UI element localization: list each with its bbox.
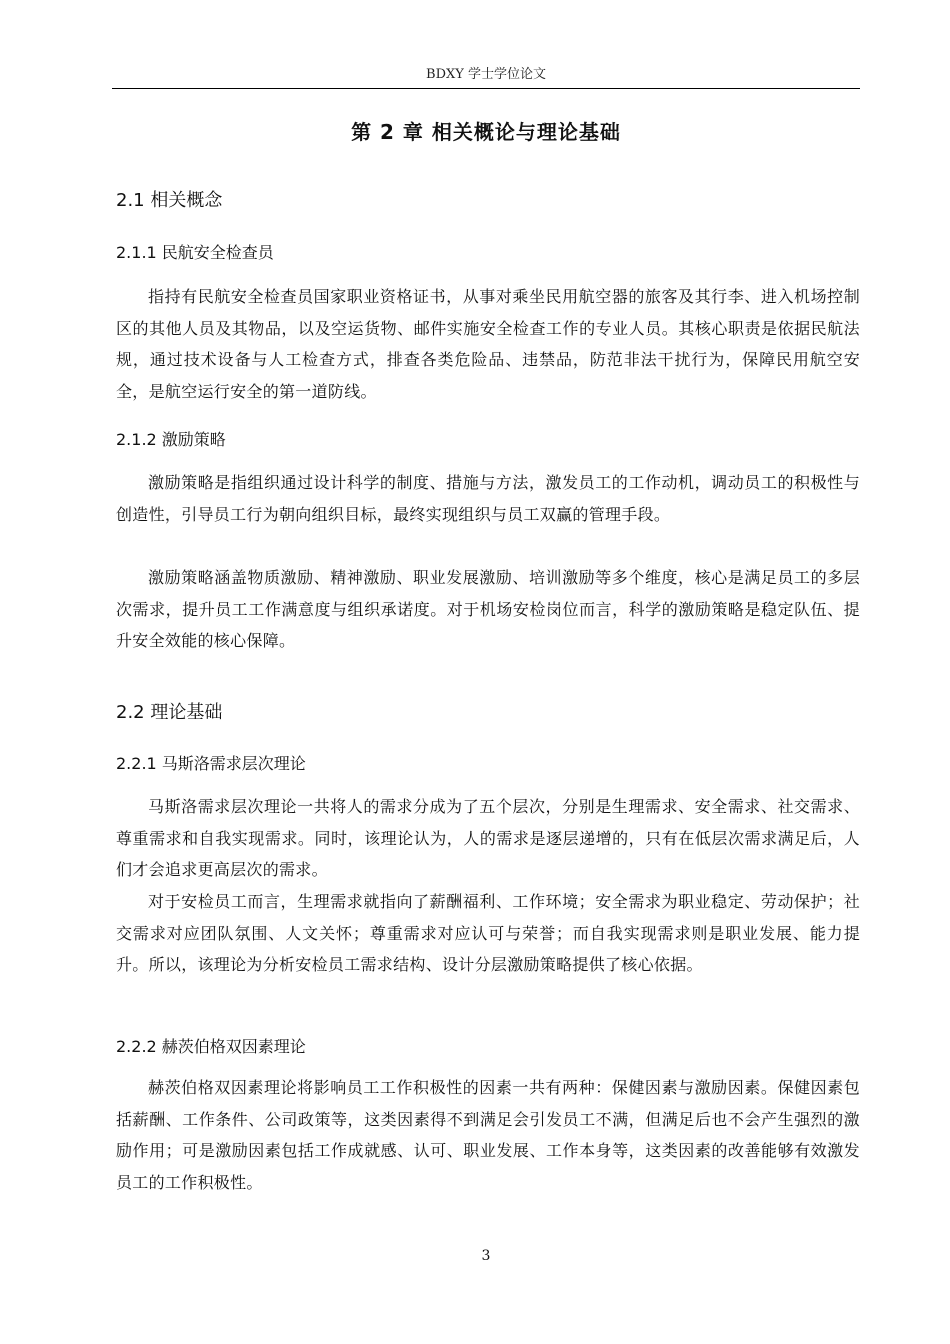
paragraph: 指持有民航安全检查员国家职业资格证书，从事对乘坐民用航空器的旅客及其行李、进入机场控制区的其他人员及其物品，以及空运货物、邮件实施安全检查工作的专业人员。其核心职责是依据民航法规，通过技术设备与人工检查方式，排查各类危险品、违禁品，防范非法干扰行为，保障民用航空安全，是航空运行安全的第一道防线。 <box>116 287 860 401</box>
paragraph: 激励策略涵盖物质激励、精神激励、职业发展激励、培训激励等多个维度，核心是满足员工的多层次需求，提升员工工作满意度与组织承诺度。对于机场安检岗位而言，科学的激励策略是稳定队伍、提升安全效能的核心保障。 <box>116 568 860 650</box>
header-rule <box>112 88 860 89</box>
chapter-title: 第 2 章 相关概论与理论基础 <box>351 120 621 144</box>
section-heading-2-1: 2.1 相关概念 <box>116 190 223 211</box>
subsection-heading-2-1-2: 2.1.2 激励策略 <box>116 430 226 449</box>
subsection-heading-2-2-1: 2.2.1 马斯洛需求层次理论 <box>116 754 306 773</box>
subsection-heading-2-1-1: 2.1.1 民航安全检查员 <box>116 243 274 262</box>
subsection-heading-2-2-2: 2.2.2 赫茨伯格双因素理论 <box>116 1037 306 1056</box>
running-header: BDXY 学士学位论文 <box>426 67 546 82</box>
page-number: 3 <box>481 1248 491 1264</box>
paragraph: 激励策略是指组织通过设计科学的制度、措施与方法，激发员工的工作动机，调动员工的积极性与创造性，引导员工行为朝向组织目标，最终实现组织与员工双赢的管理手段。 <box>116 473 860 524</box>
paragraph: 赫茨伯格双因素理论将影响员工工作积极性的因素一共有两种：保健因素与激励因素。保健因素包括薪酬、工作条件、公司政策等，这类因素得不到满足会引发员工不满，但满足后也不会产生强烈的激励作用；可是激励因素包括工作成就感、认可、职业发展、工作本身等，这类因素的改善能够有效激发员工的工作积极性。 <box>116 1078 860 1192</box>
paragraph: 对于安检员工而言，生理需求就指向了薪酬福利、工作环境；安全需求为职业稳定、劳动保护；社交需求对应团队氛围、人文关怀；尊重需求对应认可与荣誉；而自我实现需求则是职业发展、能力提升。所以，该理论为分析安检员工需求结构、设计分层激励策略提供了核心依据。 <box>116 892 860 974</box>
section-heading-2-2: 2.2 理论基础 <box>116 702 223 723</box>
paragraph: 马斯洛需求层次理论一共将人的需求分成为了五个层次，分别是生理需求、安全需求、社交需求、尊重需求和自我实现需求。同时，该理论认为，人的需求是逐层递增的，只有在低层次需求满足后，人们才会追求更高层次的需求。 <box>116 797 860 879</box>
